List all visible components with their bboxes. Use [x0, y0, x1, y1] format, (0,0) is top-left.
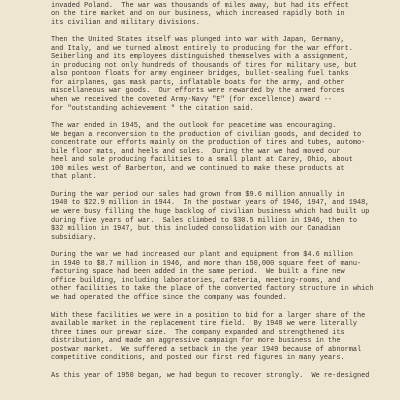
paragraph: The war ended in 1945, and the outlook for peacetime was encouraging. We began a reconversion to the production of civilian goods, and decided to concentrate our efforts mainly on the production of tires and tubes, automo- bile floor mats, and heels and soles. During the war we had moved our heel and sole producing facilities to a small plant at Carey, Ohio, about 100 miles west of Barberton, and we continued to make these products at that plant.: [51, 122, 366, 182]
paragraph: invaded Poland. The war was thousands of miles away, but had its effect on the tire market and on our business, which increased rapidly both in its civilian and military divisions.: [51, 1, 349, 27]
paragraph: Then the United States itself was plunged into war with Japan, Germany, and Italy, and we turned almost entirely to producing for the war effort. Seiberling and its employees distinguished themselves with a assignment, in producing not only hundreds of thousands of tires for military use, but also pontoon floats for army engineer bridges, bullet-sealing fuel tanks for airplanes, gas mask parts, inflatable boats for the army, and other miscellaneous war goods. Our efforts were rewarded by the armed forces when we received the coveted Army-Navy "E" (for excellence) award -- for "outstanding achievement " the citation said.: [51, 36, 357, 113]
paragraph: As this year of 1950 began, we had begun to recover strongly. We re-designed: [51, 371, 370, 380]
document-body: [51, 0, 373, 389]
paragraph: With these facilities we were in a position to bid for a larger share of the available market in the replacement tire field. By 1948 we were literally three times our prewar size. The company expanded and strengthened its distribution, and made an aggressive campaign for more business in the postwar market. We suffered a setback in the year 1949 because of abnormal competitive conditions, and posted our first red figures in many years.: [51, 311, 366, 363]
paragraph: During the war we had increased our plant and equipment from $4.6 million in 1940 to $8.7 million in 1946, and more than 150,000 square feet of manu- facturing space had been added in the same period. We built a fine new office building, including laboratories, cafeteria, meeting-rooms, and other facilities to take the place of the converted factory structure in which we had operated the office since the company was founded.: [51, 251, 374, 302]
paragraph: During the war period our sales had grown from $9.6 million annually in 1940 to $22.9 million in 1944. In the postwar years of 1946, 1947, and 1948, we were busy filling the huge backlog of civilian business which had built up during five years of war. Sales climbed to $30.5 million in 1946, then to $32 million in 1947, but this included consolidation with our Canadian subsidiary.: [51, 190, 370, 242]
